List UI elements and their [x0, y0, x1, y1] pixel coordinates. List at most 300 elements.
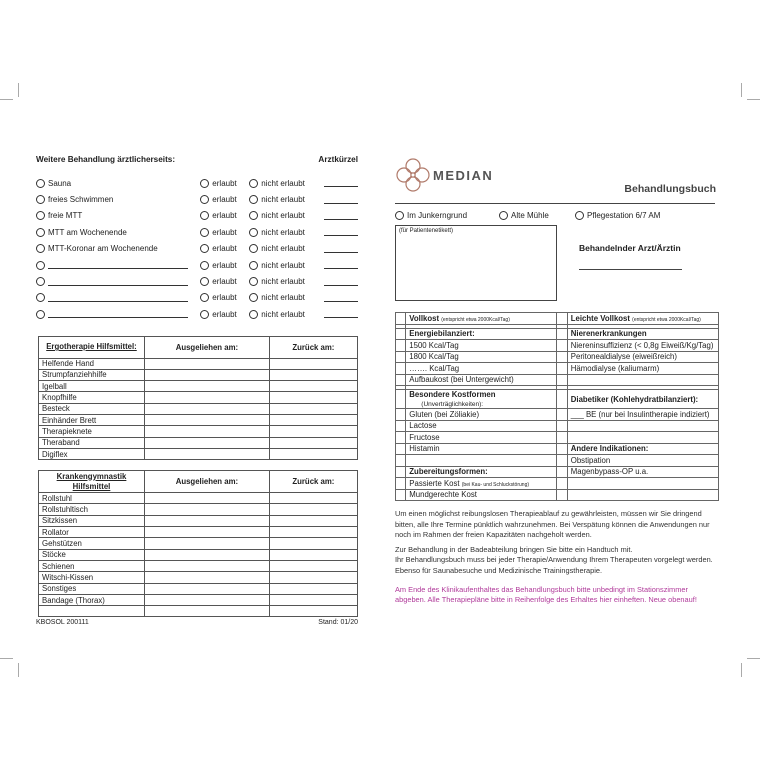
- doctor-section: [579, 243, 682, 301]
- aid-name: Rollstuhl: [39, 493, 145, 504]
- lent-date-cell[interactable]: [145, 504, 270, 515]
- table-row: [396, 351, 719, 363]
- table-row: [39, 415, 358, 426]
- initials-field[interactable]: [324, 278, 358, 286]
- column-header: Krankengymnastik Hilfsmittel: [39, 471, 145, 493]
- diet-checkbox[interactable]: [396, 443, 406, 455]
- initials-field[interactable]: [324, 179, 358, 187]
- lent-date-cell[interactable]: [145, 426, 270, 437]
- diet-text: Niereninsuffizienz (< 0,8g Eiweiß/Kg/Tag): [570, 340, 714, 350]
- table-row: [39, 515, 358, 526]
- diet-cell: [567, 489, 718, 501]
- diet-option: [406, 390, 557, 409]
- treatment-blank-field[interactable]: [48, 278, 188, 286]
- patient-section: [395, 225, 720, 301]
- table-row: [396, 363, 719, 375]
- radio-button[interactable]: [395, 211, 404, 220]
- diet-checkbox[interactable]: [557, 420, 567, 432]
- diet-text: Passierte Kost: [409, 478, 460, 488]
- radio-button[interactable]: [249, 293, 258, 302]
- diet-checkbox[interactable]: [557, 432, 567, 444]
- permitted-option[interactable]: erlaubt: [200, 195, 245, 204]
- diet-option: [406, 478, 557, 490]
- lent-date-cell[interactable]: [145, 381, 270, 392]
- aid-name: Besteck: [39, 403, 145, 414]
- return-date-cell[interactable]: [269, 415, 357, 426]
- return-date-cell[interactable]: [269, 527, 357, 538]
- diet-text: Magenbypass-OP u.a.: [570, 467, 649, 477]
- diet-checkbox[interactable]: [557, 390, 567, 409]
- table-header: [39, 336, 358, 358]
- return-date-cell[interactable]: [269, 560, 357, 571]
- table-row: [39, 538, 358, 549]
- radio-button[interactable]: [200, 244, 209, 253]
- crop-mark: [18, 83, 19, 97]
- treatment-row: [36, 306, 358, 322]
- return-date-cell[interactable]: [269, 549, 357, 560]
- aid-name: Theraband: [39, 437, 145, 448]
- lent-date-cell[interactable]: [145, 493, 270, 504]
- treatment-row: [36, 224, 358, 240]
- return-date-cell[interactable]: [269, 437, 357, 448]
- diet-checkbox[interactable]: [557, 443, 567, 455]
- lent-date-cell[interactable]: [145, 572, 270, 583]
- diet-option: [567, 351, 718, 363]
- diet-option: [406, 432, 557, 444]
- table-row: [396, 443, 719, 455]
- initials-field[interactable]: [324, 294, 358, 302]
- crop-mark: [0, 658, 13, 659]
- aid-name: Strumpfanziehhilfe: [39, 369, 145, 380]
- aid-name: Rollstuhltisch: [39, 504, 145, 515]
- table-row: [396, 409, 719, 421]
- diet-option: [567, 409, 718, 421]
- kg-aids-table: [38, 470, 358, 617]
- diet-text: Obstipation: [570, 455, 611, 465]
- location-option[interactable]: Im Junkerngrund: [395, 211, 499, 220]
- treatment-row: [36, 175, 358, 191]
- aid-name: Bandage (Thorax): [39, 594, 145, 605]
- aid-name: Therapieknete: [39, 426, 145, 437]
- diet-text: Energiebilanziert:: [409, 329, 475, 339]
- aid-name: Digiflex: [39, 448, 145, 459]
- treatment-name: freies Schwimmen: [48, 195, 114, 205]
- lent-date-cell[interactable]: [145, 560, 270, 571]
- table-row: [396, 390, 719, 409]
- diet-text: Peritonealdialyse (eiweißreich): [570, 352, 677, 362]
- info-paragraph: Zur Behandlung in der Badeabteilung bringen Sie bitte ein Handtuch mit. Ihr Behandlungsbuch muss bei jeder Therapie/Anwendung Ihrem Therapeuten vorgelegt werden. Ebenso für Saunabesuche und Medizinische Trainingstherapie.: [395, 544, 713, 575]
- table-row: [39, 549, 358, 560]
- permitted-option[interactable]: erlaubt: [200, 179, 245, 188]
- initials-field[interactable]: [324, 212, 358, 220]
- radio-button[interactable]: [249, 195, 258, 204]
- not-permitted-option[interactable]: nicht erlaubt: [249, 261, 316, 270]
- table-row: [39, 426, 358, 437]
- return-date-cell[interactable]: [269, 606, 357, 617]
- treatment-row: [36, 241, 358, 257]
- diet-cell: [567, 478, 718, 490]
- doctor-signature-line[interactable]: [579, 269, 682, 270]
- header-divider: [395, 203, 715, 204]
- crop-mark: [747, 658, 760, 659]
- aid-name: Helfende Hand: [39, 358, 145, 369]
- lent-date-cell[interactable]: [145, 538, 270, 549]
- diet-option: [406, 443, 557, 455]
- diet-cell: [567, 420, 718, 432]
- treatment-heading: Weitere Behandlung ärztlicherseits:: [36, 155, 176, 164]
- diet-text: Fructose: [409, 432, 440, 442]
- table-row: [39, 594, 358, 605]
- table-header: [39, 471, 358, 493]
- not-permitted-option[interactable]: nicht erlaubt: [249, 211, 316, 220]
- diet-checkbox[interactable]: [557, 328, 567, 340]
- diet-checkbox[interactable]: [396, 466, 406, 478]
- radio-button[interactable]: [249, 211, 258, 220]
- radio-button[interactable]: [200, 310, 209, 319]
- diet-text: (bei Kau- und Schluckstörung): [461, 481, 530, 488]
- lent-date-cell[interactable]: [145, 527, 270, 538]
- radio-button[interactable]: [36, 261, 45, 270]
- info-paragraph: Um einen möglichst reibungslosen Therapieablauf zu gewährleisten, müssen wir Sie dringend bitten, alle Ihre Termine pünktlich wahrzunehmen. Bei Verspätung können die Anwendungen nur noch im Rahmen der freien Kapazitäten nachgeholt werden.: [395, 509, 710, 540]
- treatment-name: freie MTT: [48, 211, 83, 221]
- diet-text: Vollkost: [409, 313, 440, 323]
- aid-name: [39, 606, 145, 617]
- aid-name: Knopfhilfe: [39, 392, 145, 403]
- diet-text: Diabetiker (Kohlehydratbilanziert):: [570, 394, 699, 404]
- diet-text: Gluten (bei Zöliakie): [409, 409, 480, 419]
- diet-cell: [567, 432, 718, 444]
- crop-mark: [18, 663, 19, 677]
- diet-cell: [567, 374, 718, 386]
- permitted-option[interactable]: erlaubt: [200, 277, 245, 286]
- column-header: Zurück am:: [269, 471, 357, 493]
- table-row: [396, 328, 719, 340]
- diet-cell: [406, 455, 557, 467]
- diet-checkbox[interactable]: [396, 489, 406, 501]
- permitted-option[interactable]: erlaubt: [200, 228, 245, 237]
- location-options: [395, 211, 720, 220]
- return-date-cell[interactable]: [269, 448, 357, 459]
- treatment-blank-field[interactable]: [48, 261, 188, 269]
- diet-text: Histamin: [409, 444, 440, 454]
- treatment-row: [36, 290, 358, 306]
- diet-checkbox[interactable]: [557, 313, 567, 325]
- diet-checkbox[interactable]: [396, 420, 406, 432]
- diet-checkbox[interactable]: [396, 328, 406, 340]
- table-row: [39, 437, 358, 448]
- form-code: KBOSOL 200111: [36, 619, 89, 627]
- diet-text: Besondere Kostformen: [409, 390, 496, 399]
- return-date-cell[interactable]: [269, 572, 357, 583]
- diet-text: ___ BE (nur bei Insulintherapie indiziert): [570, 409, 710, 419]
- column-header: Ergotherapie Hilfsmittel:: [39, 336, 145, 358]
- diet-checkbox[interactable]: [557, 374, 567, 386]
- not-permitted-option[interactable]: nicht erlaubt: [249, 277, 316, 286]
- diet-checkbox[interactable]: [396, 374, 406, 386]
- left-footer: [36, 619, 358, 626]
- table-row: [396, 478, 719, 490]
- lent-date-cell[interactable]: [145, 606, 270, 617]
- left-page: [36, 155, 358, 626]
- initials-field[interactable]: [324, 228, 358, 236]
- diet-option: [406, 363, 557, 375]
- radio-button[interactable]: [36, 179, 45, 188]
- diet-option: [567, 328, 718, 340]
- treatment-row: [36, 208, 358, 224]
- diet-checkbox[interactable]: [396, 455, 406, 467]
- table-row: [39, 606, 358, 617]
- return-date-cell[interactable]: [269, 392, 357, 403]
- treatment-name: MTT am Wochenende: [48, 227, 127, 237]
- diet-text: (Unverträglichkeiten):: [421, 401, 484, 408]
- diet-checkbox[interactable]: [557, 466, 567, 478]
- location-option[interactable]: Alte Mühle: [499, 211, 575, 220]
- diet-option: [406, 489, 557, 501]
- lent-date-cell[interactable]: [145, 369, 270, 380]
- book-title: Behandlungsbuch: [624, 183, 716, 195]
- radio-button[interactable]: [200, 261, 209, 270]
- return-date-cell[interactable]: [269, 515, 357, 526]
- permitted-option[interactable]: erlaubt: [200, 244, 245, 253]
- permitted-option[interactable]: erlaubt: [200, 293, 245, 302]
- diet-table: [395, 312, 719, 501]
- table-row: [39, 381, 358, 392]
- table-row: [39, 527, 358, 538]
- radio-button[interactable]: [249, 277, 258, 286]
- return-date-cell[interactable]: [269, 538, 357, 549]
- diet-text: Mundgerechte Kost: [409, 490, 477, 500]
- table-row: [39, 583, 358, 594]
- diet-option: [567, 363, 718, 375]
- column-header: Ausgeliehen am:: [145, 336, 270, 358]
- table-row: [396, 313, 719, 325]
- diet-text: Nierenerkrankungen: [570, 329, 647, 339]
- radio-button[interactable]: [200, 195, 209, 204]
- diet-checkbox[interactable]: [557, 351, 567, 363]
- diet-option: [406, 351, 557, 363]
- treatment-header: [36, 155, 358, 164]
- table-row: [39, 358, 358, 369]
- diet-option: [406, 466, 557, 478]
- diet-text: Andere Indikationen:: [570, 444, 649, 454]
- diet-option: [567, 340, 718, 352]
- table-row: [396, 374, 719, 386]
- not-permitted-option[interactable]: nicht erlaubt: [249, 179, 316, 188]
- treatment-blank-field[interactable]: [48, 310, 188, 318]
- initials-field[interactable]: [324, 245, 358, 253]
- diet-text: 1500 Kcal/Tag: [409, 340, 459, 350]
- right-page: [395, 155, 720, 606]
- table-row: [396, 340, 719, 352]
- radio-button[interactable]: [36, 244, 45, 253]
- lent-date-cell[interactable]: [145, 594, 270, 605]
- diet-checkbox[interactable]: [396, 363, 406, 375]
- location-option[interactable]: Pflegestation 6/7 AM: [575, 211, 660, 220]
- return-date-cell[interactable]: [269, 594, 357, 605]
- table-row: [396, 432, 719, 444]
- aid-name: Gehstützen: [39, 538, 145, 549]
- table-row: [39, 504, 358, 515]
- permitted-option[interactable]: erlaubt: [200, 310, 245, 319]
- not-permitted-option[interactable]: nicht erlaubt: [249, 293, 316, 302]
- table-row: [396, 489, 719, 501]
- aid-name: Sonstiges: [39, 583, 145, 594]
- return-date-cell[interactable]: [269, 504, 357, 515]
- table-row: [39, 493, 358, 504]
- aid-name: Witschi-Kissen: [39, 572, 145, 583]
- return-date-cell[interactable]: [269, 426, 357, 437]
- diet-text: (entspricht etwa 2000Kcal/Tag): [441, 316, 510, 323]
- median-flower-icon: [395, 157, 431, 193]
- diet-option: [567, 455, 718, 467]
- not-permitted-option[interactable]: nicht erlaubt: [249, 310, 316, 319]
- diet-checkbox[interactable]: [557, 409, 567, 421]
- diet-option: [406, 340, 557, 352]
- return-date-cell[interactable]: [269, 381, 357, 392]
- treatment-list: [36, 175, 358, 323]
- patient-label-box: (für Patientenetikett): [395, 225, 557, 301]
- initials-header: Arztkürzel: [318, 155, 358, 164]
- diet-text: ……. Kcal/Tag: [409, 363, 460, 373]
- crop-mark: [747, 99, 760, 100]
- treatment-row: [36, 257, 358, 273]
- initials-field[interactable]: [324, 196, 358, 204]
- aid-name: Einhänder Brett: [39, 415, 145, 426]
- diet-option: [406, 374, 557, 386]
- diet-checkbox[interactable]: [557, 455, 567, 467]
- diet-text: Hämodialyse (kaliumarm): [570, 363, 660, 373]
- crop-mark: [741, 83, 742, 97]
- aid-name: Stöcke: [39, 549, 145, 560]
- table-row: [39, 403, 358, 414]
- treatment-name: MTT-Koronar am Wochenende: [48, 244, 158, 254]
- radio-button[interactable]: [499, 211, 508, 220]
- lent-date-cell[interactable]: [145, 437, 270, 448]
- radio-button[interactable]: [249, 228, 258, 237]
- diet-checkbox[interactable]: [396, 409, 406, 421]
- diet-text: Aufbaukost (bei Untergewicht): [409, 375, 514, 385]
- return-date-cell[interactable]: [269, 583, 357, 594]
- column-header: Zurück am:: [269, 336, 357, 358]
- diet-checkbox[interactable]: [396, 478, 406, 490]
- radio-button[interactable]: [249, 310, 258, 319]
- aid-name: Igelball: [39, 381, 145, 392]
- permitted-option[interactable]: erlaubt: [200, 261, 245, 270]
- diet-checkbox[interactable]: [557, 363, 567, 375]
- lent-date-cell[interactable]: [145, 403, 270, 414]
- doctor-label: Behandelnder Arzt/Ärztin: [579, 243, 681, 253]
- table-row: [39, 572, 358, 583]
- diet-text: Zubereitungsformen:: [409, 467, 488, 477]
- not-permitted-option[interactable]: nicht erlaubt: [249, 228, 316, 237]
- return-date-cell[interactable]: [269, 403, 357, 414]
- treatment-row: [36, 273, 358, 289]
- radio-button[interactable]: [36, 293, 45, 302]
- aid-name: Rollator: [39, 527, 145, 538]
- lent-date-cell[interactable]: [145, 515, 270, 526]
- crop-mark: [0, 99, 13, 100]
- diet-option: [567, 466, 718, 478]
- treatment-name: Sauna: [48, 178, 72, 188]
- radio-button[interactable]: [200, 211, 209, 220]
- lent-date-cell[interactable]: [145, 358, 270, 369]
- return-notice: Am Ende des Klinikaufenthaltes das Behandlungsbuch bitte unbedingt im Stationszimmer abgeben. Alle Therapiepläne bitte in Reihenfolge des Erhaltes hier einheften. Neue obenauf!: [395, 584, 697, 605]
- aid-name: Sitzkissen: [39, 515, 145, 526]
- radio-button[interactable]: [36, 195, 45, 204]
- treatment-blank-field[interactable]: [48, 294, 188, 302]
- radio-button[interactable]: [36, 228, 45, 237]
- brand-name: MEDIAN: [433, 167, 494, 183]
- initials-field[interactable]: [324, 261, 358, 269]
- radio-button[interactable]: [249, 261, 258, 270]
- lent-date-cell[interactable]: [145, 392, 270, 403]
- lent-date-cell[interactable]: [145, 583, 270, 594]
- table-row: [39, 448, 358, 459]
- table-row: [39, 369, 358, 380]
- not-permitted-option[interactable]: nicht erlaubt: [249, 244, 316, 253]
- table-row: [396, 420, 719, 432]
- diet-text: (entspricht etwa 2000Kcal/Tag): [632, 316, 701, 323]
- lent-date-cell[interactable]: [145, 415, 270, 426]
- diet-text: Lactose: [409, 421, 437, 431]
- diet-checkbox[interactable]: [557, 340, 567, 352]
- diet-checkbox[interactable]: [396, 351, 406, 363]
- radio-button[interactable]: [36, 211, 45, 220]
- diet-option: [567, 443, 718, 455]
- radio-button[interactable]: [36, 310, 45, 319]
- radio-button[interactable]: [36, 277, 45, 286]
- column-header: Ausgeliehen am:: [145, 471, 270, 493]
- not-permitted-option[interactable]: nicht erlaubt: [249, 195, 316, 204]
- diet-option: [406, 313, 557, 325]
- radio-button[interactable]: [200, 228, 209, 237]
- diet-option: [406, 420, 557, 432]
- diet-option: [567, 390, 718, 409]
- return-date-cell[interactable]: [269, 358, 357, 369]
- diet-option: [406, 409, 557, 421]
- treatment-row: [36, 191, 358, 207]
- radio-button[interactable]: [249, 179, 258, 188]
- return-date-cell[interactable]: [269, 493, 357, 504]
- diet-checkbox[interactable]: [396, 340, 406, 352]
- table-row: [39, 392, 358, 403]
- diet-checkbox[interactable]: [396, 390, 406, 409]
- diet-checkbox[interactable]: [396, 313, 406, 325]
- form-version: Stand: 01/20: [318, 619, 358, 627]
- table-row: [396, 455, 719, 467]
- diet-text: 1800 Kcal/Tag: [409, 352, 459, 362]
- radio-button[interactable]: [575, 211, 584, 220]
- initials-field[interactable]: [324, 310, 358, 318]
- return-date-cell[interactable]: [269, 369, 357, 380]
- diet-checkbox[interactable]: [396, 432, 406, 444]
- diet-option: [567, 313, 718, 325]
- diet-checkbox[interactable]: [557, 489, 567, 501]
- radio-button[interactable]: [200, 293, 209, 302]
- radio-button[interactable]: [200, 179, 209, 188]
- diet-checkbox[interactable]: [557, 478, 567, 490]
- table-row: [39, 560, 358, 571]
- lent-date-cell[interactable]: [145, 549, 270, 560]
- permitted-option[interactable]: erlaubt: [200, 211, 245, 220]
- radio-button[interactable]: [249, 244, 258, 253]
- diet-option: [406, 328, 557, 340]
- ergo-aids-table: [38, 336, 358, 461]
- diet-text: Leichte Vollkost: [570, 313, 630, 323]
- table-row: [396, 466, 719, 478]
- lent-date-cell[interactable]: [145, 448, 270, 459]
- radio-button[interactable]: [200, 277, 209, 286]
